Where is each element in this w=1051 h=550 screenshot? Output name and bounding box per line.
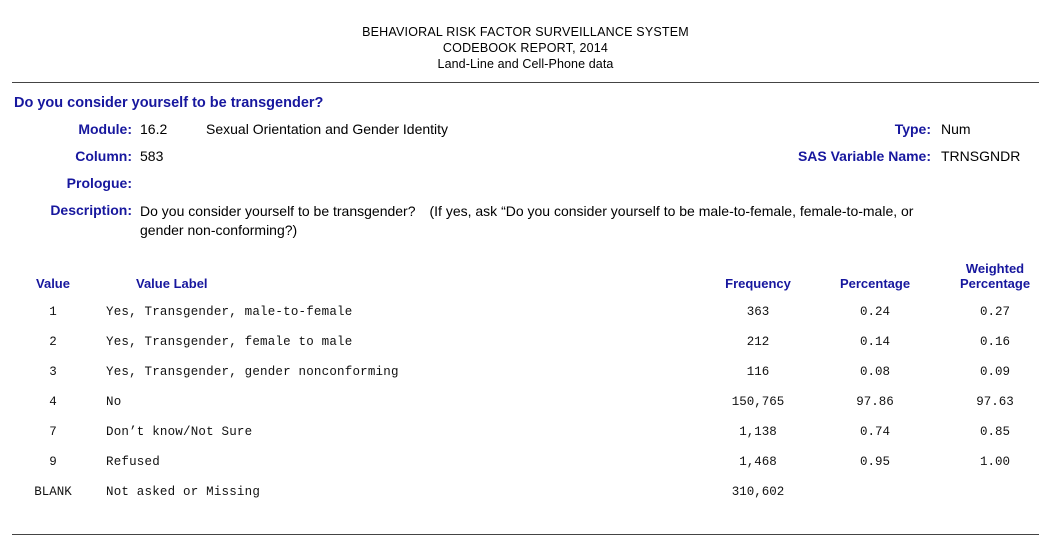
frequency-table (0, 260, 1051, 507)
cell-value-label: Don’t know/Not Sure (106, 425, 253, 439)
table-row (0, 387, 1051, 417)
cell-frequency: 1,138 (739, 425, 777, 439)
cell-frequency: 116 (746, 365, 770, 379)
cell-percentage: 0.95 (859, 455, 890, 469)
metadata-row-description (0, 202, 1051, 240)
column-header-weighted-percentage (931, 260, 1051, 297)
column-header-value: Value (36, 276, 70, 291)
metadata-section (0, 121, 1051, 240)
metadata-row-prologue (0, 175, 1051, 191)
column-header-percentage: Percentage (839, 276, 911, 291)
cell-percentage: 0.08 (859, 365, 890, 379)
cell-value: BLANK (34, 485, 72, 499)
cell-weighted-percentage: 0.16 (979, 335, 1010, 349)
description-main-text: Do you consider yourself to be transgender? (140, 203, 416, 219)
type-label: Type: (894, 121, 931, 137)
footer-divider (12, 534, 1039, 535)
cell-percentage: 0.24 (859, 305, 890, 319)
cell-percentage: 0.74 (859, 425, 890, 439)
cell-value-label: Refused (106, 455, 160, 469)
column-header-value-label: Value Label (136, 276, 208, 291)
metadata-row-column (0, 148, 1051, 164)
weighted-percentage-line-1: Weighted (965, 261, 1025, 276)
cell-value: 1 (49, 305, 57, 319)
description-value (140, 202, 950, 240)
cell-value-label: Yes, Transgender, male-to-female (106, 305, 353, 319)
table-row (0, 297, 1051, 327)
report-title-line-2: CODEBOOK REPORT, 2014 (442, 41, 609, 55)
report-title-line-3: Land-Line and Cell-Phone data (437, 57, 614, 71)
prologue-label: Prologue: (66, 175, 132, 191)
sas-variable-name-label: SAS Variable Name: (797, 148, 931, 164)
cell-weighted-percentage: 0.85 (979, 425, 1010, 439)
cell-frequency: 150,765 (731, 395, 785, 409)
column-label: Column: (75, 148, 132, 164)
column-value: 583 (140, 148, 164, 164)
table-row (0, 327, 1051, 357)
type-value: Num (941, 121, 971, 137)
description-paren-text: (If yes, ask “Do you consider yourself to be male-to-female, female-to-male, or gender non-conforming?) (140, 203, 914, 238)
cell-frequency: 1,468 (739, 455, 777, 469)
cell-value-label: Not asked or Missing (106, 485, 261, 499)
column-header-frequency: Frequency (725, 276, 791, 291)
cell-weighted-percentage: 1.00 (979, 455, 1010, 469)
cell-weighted-percentage: 0.09 (979, 365, 1010, 379)
cell-percentage (819, 477, 931, 507)
module-number: 16.2 (140, 121, 168, 137)
footer-divider-wrap (0, 534, 1051, 535)
cell-frequency: 310,602 (731, 485, 785, 499)
table-row (0, 477, 1051, 507)
cell-weighted-percentage: 97.63 (976, 395, 1014, 409)
cell-value: 3 (49, 365, 57, 379)
cell-value-label: Yes, Transgender, gender nonconforming (106, 365, 399, 379)
table-row (0, 417, 1051, 447)
table-header-row (0, 260, 1051, 297)
weighted-percentage-line-2: Percentage (959, 276, 1031, 291)
question-title: Do you consider yourself to be transgender? (14, 95, 324, 111)
metadata-row-module (0, 121, 1051, 137)
cell-value-label: No (106, 395, 122, 409)
cell-percentage: 0.14 (859, 335, 890, 349)
frequency-table-body (0, 297, 1051, 507)
table-row (0, 447, 1051, 477)
report-title-line-1: BEHAVIORAL RISK FACTOR SURVEILLANCE SYSTEM (362, 25, 689, 39)
cell-weighted-percentage: 0.27 (979, 305, 1010, 319)
cell-percentage: 97.86 (856, 395, 894, 409)
cell-frequency: 212 (746, 335, 770, 349)
table-row (0, 357, 1051, 387)
frequency-table-header (0, 260, 1051, 297)
report-header (0, 0, 1051, 72)
description-label: Description: (50, 202, 132, 218)
cell-value-label: Yes, Transgender, female to male (106, 335, 353, 349)
sas-variable-name-value: TRNSGNDR (941, 148, 1021, 164)
cell-frequency: 363 (746, 305, 770, 319)
cell-weighted-percentage (931, 477, 1051, 507)
cell-value: 2 (49, 335, 57, 349)
cell-value: 7 (49, 425, 57, 439)
module-label: Module: (78, 121, 132, 137)
header-divider (12, 82, 1039, 83)
cell-value: 4 (49, 395, 57, 409)
cell-value: 9 (49, 455, 57, 469)
module-name: Sexual Orientation and Gender Identity (206, 121, 449, 137)
